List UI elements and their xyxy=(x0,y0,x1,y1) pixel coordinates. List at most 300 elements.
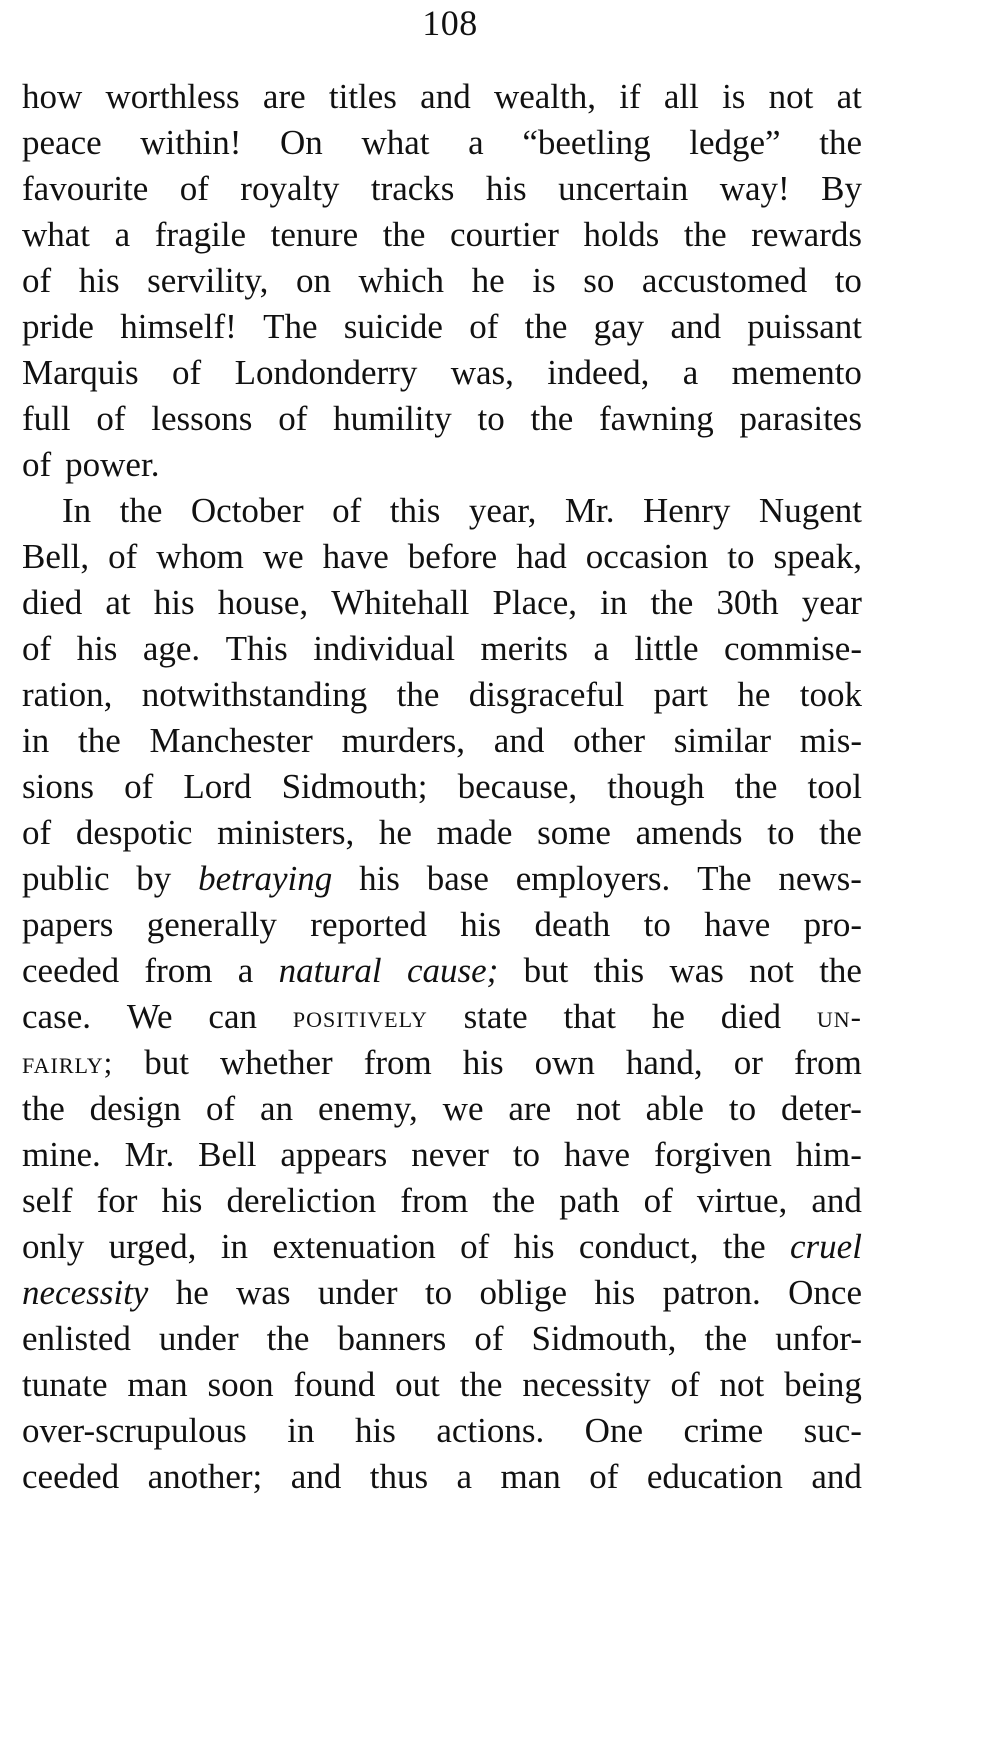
word: in xyxy=(220,1227,249,1266)
text-line xyxy=(22,810,862,856)
word: deter- xyxy=(781,1089,862,1128)
word: cause; xyxy=(406,951,499,990)
word: Nugent xyxy=(758,491,862,530)
word: design xyxy=(89,1089,182,1128)
word: fragile xyxy=(154,215,247,254)
word: Mr. xyxy=(564,491,615,530)
word: of xyxy=(643,1181,673,1220)
word: took xyxy=(799,675,862,714)
word: him- xyxy=(795,1135,862,1174)
word: age. xyxy=(142,629,201,668)
word: we xyxy=(442,1089,484,1128)
word: within! xyxy=(140,123,242,162)
word: individual xyxy=(313,629,456,668)
page-number: 108 xyxy=(422,3,478,43)
text-line xyxy=(22,534,862,580)
word: pride xyxy=(22,307,94,346)
word: sions xyxy=(22,767,94,806)
word: are xyxy=(508,1089,552,1128)
word: of xyxy=(474,1319,504,1358)
word: the xyxy=(396,675,440,714)
word: actions. xyxy=(436,1411,545,1450)
word: base xyxy=(426,859,489,898)
text-line xyxy=(22,764,862,810)
word: tracks xyxy=(370,169,455,208)
word: tool xyxy=(807,767,862,806)
word: crime xyxy=(683,1411,764,1450)
word: the xyxy=(119,491,163,530)
word: so xyxy=(583,261,615,300)
word: house, xyxy=(217,583,309,622)
word: amends xyxy=(635,813,743,852)
word: and xyxy=(670,307,721,346)
word: from xyxy=(144,951,213,990)
word: his xyxy=(76,629,118,668)
word: have xyxy=(704,905,771,944)
text-line xyxy=(22,580,862,626)
word: of xyxy=(670,1365,700,1404)
word: his xyxy=(354,1411,396,1450)
word: of xyxy=(22,813,52,852)
text-line xyxy=(22,1178,862,1224)
text-line xyxy=(22,120,862,166)
word: other xyxy=(573,721,646,760)
text-line xyxy=(22,212,862,258)
word: from xyxy=(793,1043,862,1082)
word: have xyxy=(322,537,389,576)
word: of xyxy=(205,1089,236,1128)
word: and xyxy=(811,1181,862,1220)
word: what xyxy=(22,215,91,254)
word: of xyxy=(22,629,52,668)
word: which xyxy=(358,261,445,300)
word: Sidmouth; xyxy=(281,767,428,806)
word: made xyxy=(436,813,513,852)
word: the xyxy=(819,951,862,990)
word: this xyxy=(389,491,441,530)
word: necessity xyxy=(522,1365,651,1404)
word: of xyxy=(469,307,499,346)
word: commise- xyxy=(723,629,862,668)
text-line xyxy=(22,718,862,764)
word: year xyxy=(801,583,862,622)
word: and xyxy=(290,1457,342,1496)
word: being xyxy=(784,1365,862,1404)
word: worthless xyxy=(105,77,240,116)
word: necessity xyxy=(22,1273,149,1312)
word: holds xyxy=(583,215,660,254)
word: titles xyxy=(328,77,397,116)
word: he xyxy=(471,261,505,300)
word: from xyxy=(400,1181,469,1220)
word: dereliction xyxy=(226,1181,377,1220)
word: of xyxy=(179,169,209,208)
word: case. xyxy=(22,997,91,1036)
word: tunate xyxy=(22,1365,108,1404)
text-line xyxy=(22,1362,862,1408)
text-line xyxy=(22,442,862,488)
word: despotic xyxy=(75,813,193,852)
word: a xyxy=(682,353,699,392)
word: he xyxy=(175,1273,209,1312)
word: banners xyxy=(337,1319,447,1358)
text-line xyxy=(22,258,862,304)
word: Sidmouth, xyxy=(531,1319,677,1358)
word: not xyxy=(768,77,814,116)
word: of xyxy=(332,491,362,530)
word: is xyxy=(532,261,556,300)
word: the xyxy=(78,721,121,760)
word: disgraceful xyxy=(468,675,625,714)
word: positively xyxy=(292,999,428,1034)
word: urged, xyxy=(108,1227,197,1266)
word: full xyxy=(22,399,71,438)
word: by xyxy=(136,859,172,898)
word: of xyxy=(278,399,308,438)
word: gay xyxy=(593,307,645,346)
word: “beetling xyxy=(522,123,651,162)
word: under xyxy=(317,1273,398,1312)
word: under xyxy=(158,1319,239,1358)
word: have xyxy=(563,1135,631,1174)
word: the xyxy=(704,1319,748,1358)
word: to xyxy=(512,1135,541,1174)
word: tenure xyxy=(270,215,359,254)
word: his xyxy=(78,261,120,300)
word: the xyxy=(530,399,574,438)
word: only xyxy=(22,1227,85,1266)
word: his xyxy=(485,169,527,208)
word: whom xyxy=(156,537,244,576)
word: pro- xyxy=(803,905,862,944)
word: some xyxy=(537,813,611,852)
word: all xyxy=(663,77,699,116)
word: if xyxy=(619,77,641,116)
word: the xyxy=(382,215,426,254)
word: he xyxy=(378,813,412,852)
word: servility, xyxy=(147,261,269,300)
word: to xyxy=(727,537,755,576)
text-line xyxy=(22,1224,862,1270)
word: of xyxy=(172,353,202,392)
word: we xyxy=(262,537,304,576)
word: natural xyxy=(278,951,382,990)
word: in xyxy=(287,1411,315,1450)
word: because, xyxy=(457,767,578,806)
word: a xyxy=(593,629,609,668)
text-line xyxy=(22,1408,862,1454)
word: Bell, xyxy=(22,537,90,576)
word: out xyxy=(395,1365,440,1404)
word: to xyxy=(728,1089,757,1128)
word: lessons xyxy=(151,399,253,438)
word: over-scrupulous xyxy=(22,1411,247,1450)
text-line xyxy=(22,304,862,350)
word: fawning xyxy=(599,399,714,438)
text-line xyxy=(22,856,862,902)
word: never xyxy=(411,1135,489,1174)
word: employers. xyxy=(515,859,671,898)
word: mine. xyxy=(22,1135,101,1174)
word: the xyxy=(722,1227,766,1266)
word: notwithstanding xyxy=(141,675,368,714)
word: the xyxy=(683,215,727,254)
text-line xyxy=(22,166,862,212)
word: to xyxy=(643,905,671,944)
word: himself! xyxy=(120,307,237,346)
word: news- xyxy=(778,859,862,898)
word: year, xyxy=(468,491,537,530)
word: suicide xyxy=(343,307,443,346)
word: whether xyxy=(219,1043,333,1082)
word: ministers, xyxy=(217,813,355,852)
word: of xyxy=(22,445,52,484)
word: the xyxy=(492,1181,536,1220)
word: conduct, xyxy=(578,1227,699,1266)
word: his xyxy=(359,859,400,898)
word: rewards xyxy=(751,215,862,254)
word: We xyxy=(126,997,173,1036)
word: on xyxy=(295,261,331,300)
text-line xyxy=(22,74,862,120)
text-line xyxy=(22,1270,862,1316)
word: cruel xyxy=(790,1227,862,1266)
word: murders, xyxy=(341,721,466,760)
word: of xyxy=(124,767,154,806)
text-line xyxy=(22,994,862,1040)
text-line xyxy=(22,1316,862,1362)
word: Manchester xyxy=(149,721,313,760)
word: ceeded xyxy=(22,1457,120,1496)
word: his xyxy=(462,1043,504,1082)
word: generally xyxy=(146,905,277,944)
word: the xyxy=(734,767,778,806)
word: he xyxy=(737,675,771,714)
word: how xyxy=(22,77,83,116)
word: was, xyxy=(450,353,514,392)
word: to xyxy=(767,813,795,852)
word: Bell xyxy=(198,1135,257,1174)
word: of xyxy=(589,1457,619,1496)
word: Place, xyxy=(492,583,577,622)
word: way! xyxy=(719,169,790,208)
word: Henry xyxy=(642,491,731,530)
word: that xyxy=(563,997,617,1036)
word: to xyxy=(834,261,862,300)
word: 30th xyxy=(716,583,779,622)
text-line xyxy=(22,626,862,672)
text-line xyxy=(22,1040,862,1086)
word: a xyxy=(468,123,484,162)
word: this xyxy=(593,951,645,990)
word: part xyxy=(653,675,708,714)
word: extenuation xyxy=(272,1227,436,1266)
word: before xyxy=(407,537,498,576)
word: and xyxy=(811,1457,862,1496)
word: to xyxy=(424,1273,453,1312)
word: indeed, xyxy=(547,353,650,392)
word: betraying xyxy=(198,859,333,898)
word: his xyxy=(153,583,195,622)
word: occasion xyxy=(585,537,709,576)
word: mis- xyxy=(799,721,862,760)
word: state xyxy=(463,997,528,1036)
text-line xyxy=(22,1454,862,1500)
word: oblige xyxy=(479,1273,568,1312)
word: The xyxy=(697,859,752,898)
word: not xyxy=(719,1365,765,1404)
word: By xyxy=(821,169,862,208)
word: is xyxy=(722,77,746,116)
text-line xyxy=(22,1086,862,1132)
word: and xyxy=(420,77,471,116)
word: unfor- xyxy=(775,1319,862,1358)
word: and xyxy=(493,721,545,760)
word: of xyxy=(96,399,126,438)
word: path xyxy=(559,1181,620,1220)
word: little xyxy=(634,629,699,668)
word: merits xyxy=(480,629,569,668)
word: peace xyxy=(22,123,102,162)
word: he xyxy=(651,997,685,1036)
word: similar xyxy=(673,721,771,760)
word: the xyxy=(524,307,568,346)
word: reported xyxy=(310,905,427,944)
word: parasites xyxy=(739,399,862,438)
word: not xyxy=(749,951,794,990)
word: are xyxy=(262,77,306,116)
word: what xyxy=(361,123,430,162)
word: his xyxy=(460,905,502,944)
word: own xyxy=(534,1043,595,1082)
text-line xyxy=(22,396,862,442)
word: suc- xyxy=(803,1411,862,1450)
word: though xyxy=(607,767,705,806)
word: of xyxy=(108,537,138,576)
word: the xyxy=(22,1089,65,1128)
word: In xyxy=(62,491,92,530)
word: un- xyxy=(816,999,862,1034)
word: from xyxy=(363,1043,432,1082)
word: his xyxy=(161,1181,203,1220)
word: This xyxy=(225,629,288,668)
word: but xyxy=(523,951,569,990)
word: the xyxy=(650,583,694,622)
word: a xyxy=(456,1457,473,1496)
word: self xyxy=(22,1181,73,1220)
word: royalty xyxy=(240,169,340,208)
word: power. xyxy=(65,445,160,484)
word: in xyxy=(22,721,50,760)
word: died xyxy=(720,997,781,1036)
word: Londonderry xyxy=(234,353,418,392)
word: at xyxy=(105,583,131,622)
word: enlisted xyxy=(22,1319,131,1358)
word: On xyxy=(280,123,323,162)
word: memento xyxy=(731,353,862,392)
text-line xyxy=(22,902,862,948)
word: Lord xyxy=(183,767,252,806)
word: hand, xyxy=(625,1043,703,1082)
word: at xyxy=(836,77,862,116)
word: accustomed xyxy=(641,261,808,300)
word: papers xyxy=(22,905,114,944)
word: an xyxy=(260,1089,294,1128)
word: or xyxy=(733,1043,763,1082)
word: uncertain xyxy=(558,169,689,208)
word: can xyxy=(208,997,257,1036)
word: a xyxy=(237,951,254,990)
word: his xyxy=(594,1273,636,1312)
word: died xyxy=(22,583,83,622)
word: patron. xyxy=(662,1273,761,1312)
word: in xyxy=(600,583,628,622)
word: The xyxy=(263,307,318,346)
word: ledge” xyxy=(689,123,781,162)
word: soon xyxy=(207,1365,274,1404)
word: One xyxy=(584,1411,643,1450)
word: courtier xyxy=(450,215,559,254)
word: for xyxy=(96,1181,138,1220)
word: puissant xyxy=(747,307,862,346)
text-line xyxy=(22,672,862,718)
word: man xyxy=(127,1365,188,1404)
text-line xyxy=(22,948,862,994)
word: of xyxy=(460,1227,490,1266)
word: the xyxy=(819,123,862,162)
word: humility xyxy=(333,399,452,438)
word: able xyxy=(645,1089,704,1128)
word: fairly; xyxy=(22,1045,114,1080)
word: had xyxy=(516,537,567,576)
word: speak, xyxy=(773,537,862,576)
body-text xyxy=(22,74,862,1500)
word: enemy, xyxy=(317,1089,418,1128)
word: thus xyxy=(369,1457,429,1496)
text-line xyxy=(22,350,862,396)
word: the xyxy=(819,813,862,852)
word: Whitehall xyxy=(331,583,470,622)
word: his xyxy=(513,1227,555,1266)
word: wealth, xyxy=(493,77,596,116)
text-line xyxy=(22,1132,862,1178)
word: October xyxy=(190,491,304,530)
word: ceeded xyxy=(22,951,120,990)
word: the xyxy=(266,1319,310,1358)
word: public xyxy=(22,859,110,898)
word: Mr. xyxy=(124,1135,175,1174)
word: man xyxy=(500,1457,561,1496)
word: favourite xyxy=(22,169,149,208)
word: forgiven xyxy=(653,1135,772,1174)
word: death xyxy=(534,905,611,944)
word: was xyxy=(236,1273,291,1312)
word: but xyxy=(144,1043,189,1082)
word: a xyxy=(114,215,131,254)
word: appears xyxy=(280,1135,388,1174)
word: was xyxy=(669,951,724,990)
word: Once xyxy=(788,1273,862,1312)
word: another; xyxy=(147,1457,263,1496)
text-line xyxy=(22,488,862,534)
word: the xyxy=(459,1365,503,1404)
word: ration, xyxy=(22,675,113,714)
word: virtue, xyxy=(696,1181,788,1220)
word: found xyxy=(293,1365,376,1404)
word: of xyxy=(22,261,52,300)
word: not xyxy=(576,1089,621,1128)
word: to xyxy=(477,399,505,438)
